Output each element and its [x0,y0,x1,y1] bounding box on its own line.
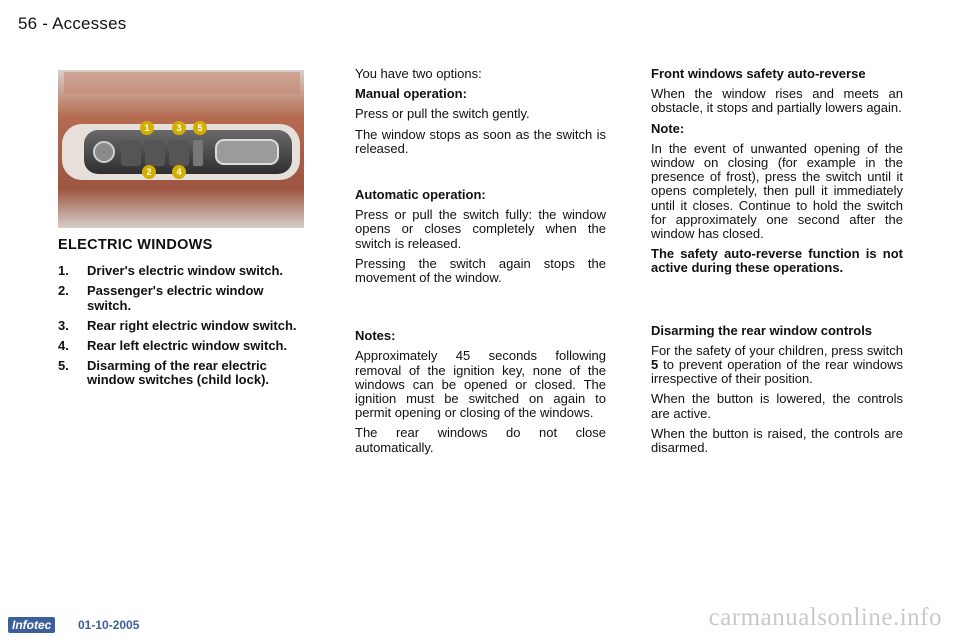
page-title: 56 - Accesses [18,14,127,33]
list-item: 1. Driver's electric window switch. [58,263,283,279]
disarm-text-1: For the safety of your children, press switch 5 to prevent operation of the rear windows irrespective of their position. [651,342,903,387]
callout-3: 3 [176,123,182,133]
list-item: 2. Passenger's electric window switch. [58,283,264,313]
manual-text-2: The window stops as soon as the switch is released. [355,126,606,156]
disarm-text-2: When the button is lowered, the controls are active. [651,391,903,421]
notes-text-1: Approximately 45 seconds following removal of the ignition key, none of the windows can be opened or closed. The ignition must be switched on again to permit opening or closing of the windows. [355,348,606,421]
list-item: 5. Disarming of the rear electric window switches (child lock). [58,358,270,388]
note-bold-text: The safety auto-reverse function is not active during these operations. [651,246,903,276]
safety-text: When the window rises and meets an obstacle, it stops and partially lowers again. [651,86,903,116]
publication-date: 01-10-2005 [78,618,140,632]
auto-text-1: Press or pull the switch fully: the window opens or closes completely when the switch is released. [355,207,606,251]
list-item: 3. Rear right electric window switch. [58,317,297,333]
notes-heading: Notes: [355,328,396,344]
list-item: 4. Rear left electric window switch. [58,338,288,354]
watermark: carmanualsonline.info [708,604,942,631]
safety-column [651,67,903,461]
intro-text: You have two options: [355,66,482,81]
note-heading: Note: [651,120,685,136]
callout-2: 2 [146,167,152,177]
switch-list [58,264,308,387]
section-title: ELECTRIC WINDOWS [58,237,213,253]
callout-5: 5 [197,123,203,133]
callout-4: 4 [176,167,182,177]
auto-text-2: Pressing the switch again stops the movement of the window. [355,255,606,286]
manual-text-1: Press or pull the switch gently. [355,106,530,122]
safety-heading: Front windows safety auto-reverse [651,66,866,81]
disarm-heading: Disarming the rear window controls [651,322,873,338]
manual-heading: Manual operation: [355,86,467,102]
operation-column [355,67,606,461]
window-switch-photo [58,70,304,228]
publisher-badge: Infotec [8,617,55,633]
note-text: In the event of unwanted opening of the window on closing (for example in the presence of frost), press the switch until it opens completely, then pull it immediately until it closes. Continue to hold the switch for approximately one second after the window has closed. [651,140,903,242]
auto-heading: Automatic operation: [355,187,486,203]
electric-windows-list-column [58,238,308,394]
notes-text-2: The rear windows do not close automatically. [355,425,606,455]
callout-1: 1 [144,123,150,133]
disarm-text-3: When the button is raised, the controls are disarmed. [651,425,903,456]
